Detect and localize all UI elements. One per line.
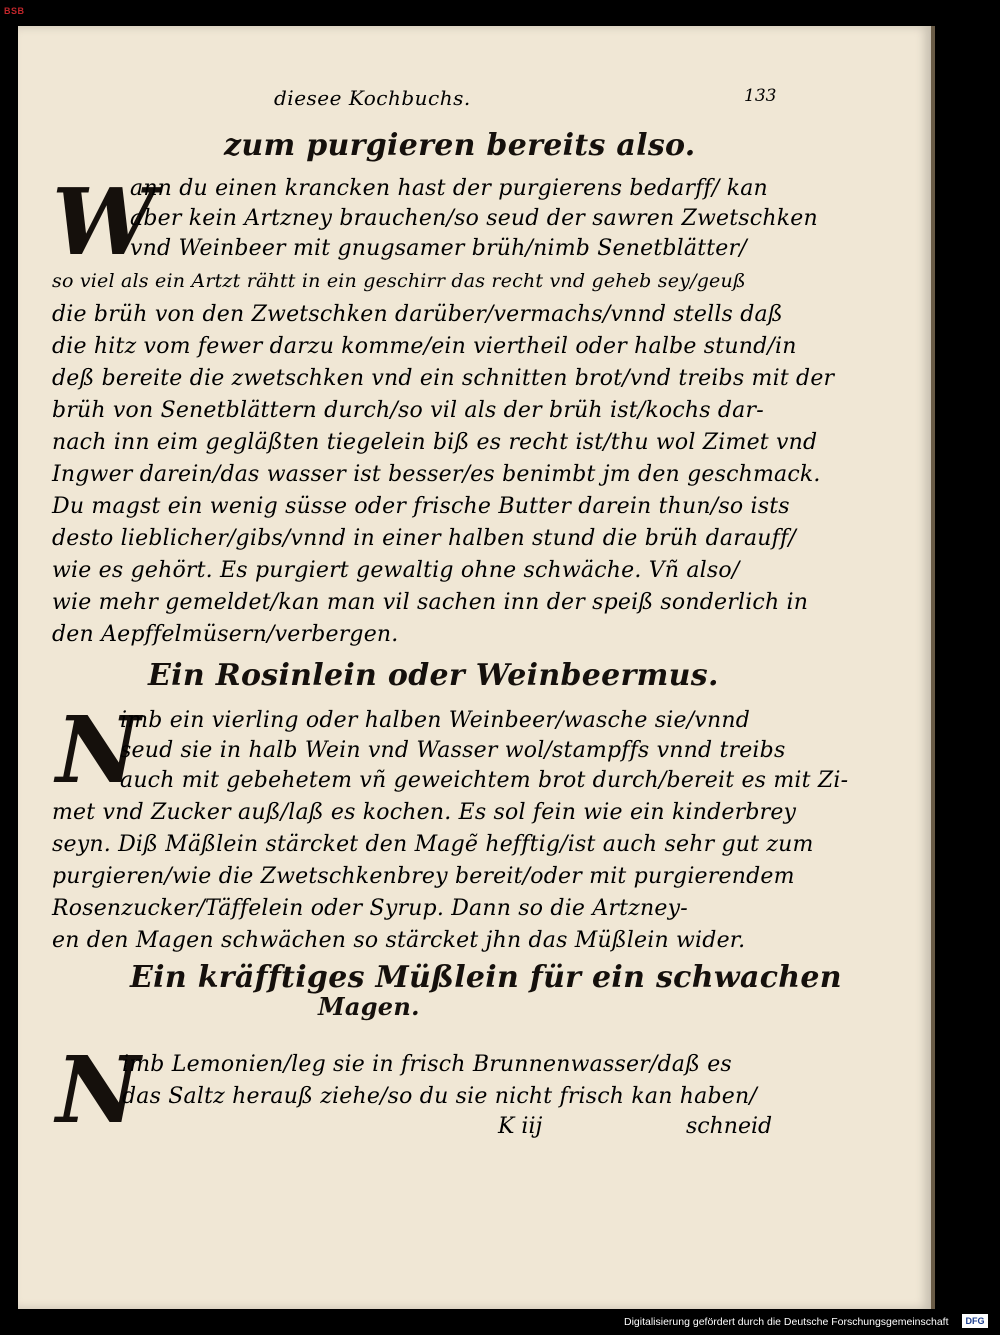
page-edge [931, 26, 935, 1309]
text-line: purgieren/wie die Zwetschkenbrey bereit/oder mit purgierendem [52, 864, 795, 889]
page-number: 133 [744, 86, 777, 106]
text-line: die brüh von den Zwetschken darüber/vermachs/vnnd stells daß [52, 302, 783, 327]
text-line: ann du einen krancken hast der purgierens bedarff/ kan [130, 176, 768, 201]
text-line: auch mit gebehetem vñ geweichtem brot durch/bereit es mit Zi- [120, 768, 849, 793]
text-line: die hitz vom fewer darzu komme/ein viertheil oder halbe stund/in [52, 334, 797, 359]
section-heading-continuation: Magen. [318, 992, 420, 1021]
text-line: nach inn eim gegläßten tiegelein biß es recht ist/thu wol Zimet vnd [52, 430, 818, 455]
drop-initial: N [56, 696, 141, 804]
text-line: Ingwer darein/das wasser ist besser/es benimbt jm den geschmack. [52, 462, 821, 487]
text-line: seyn. Diß Mäßlein stärcket den Magẽ hefftig/ist auch sehr gut zum [52, 832, 814, 857]
text-line: aber kein Artzney brauchen/so seud der sawren Zwetschken [130, 206, 818, 231]
section-heading: zum purgieren bereits also. [224, 128, 696, 163]
text-line: das Saltz herauß ziehe/so du sie nicht frisch kan haben/ [122, 1084, 757, 1109]
signature-mark: K iij [498, 1114, 543, 1139]
library-mark: BSB [4, 6, 25, 16]
funding-notice: Digitalisierung gefördert durch die Deutsche Forschungsgemeinschaft [624, 1316, 949, 1328]
running-head: diesee Kochbuchs. [274, 86, 471, 110]
text-line: wie mehr gemeldet/kan man vil sachen inn der speiß sonderlich in [52, 590, 809, 615]
text-line: desto lieblicher/gibs/vnnd in einer halben stund die brüh darauff/ [52, 526, 796, 551]
section-heading: Ein kräfftiges Müßlein für ein schwachen [130, 960, 842, 995]
text-line: den Aepffelmüsern/verbergen. [52, 622, 399, 647]
drop-initial: W [52, 168, 156, 276]
text-line: en den Magen schwächen so stärcket jhn das Müßlein wider. [52, 928, 746, 953]
text-line: Rosenzucker/Täffelein oder Syrup. Dann so die Artzney- [52, 896, 688, 921]
text-line: imb Lemonien/leg sie in frisch Brunnenwasser/daß es [122, 1052, 732, 1077]
text-line: deß bereite die zwetschken vnd ein schnitten brot/vnd treibs mit der [52, 366, 835, 391]
catchword: schneid [686, 1114, 773, 1139]
text-line: brüh von Senetblättern durch/so vil als der brüh ist/kochs dar- [52, 398, 764, 423]
section-heading: Ein Rosinlein oder Weinbeermus. [148, 658, 719, 693]
drop-initial: N [56, 1036, 141, 1144]
book-page [18, 26, 931, 1309]
text-line: imb ein vierling oder halben Weinbeer/wasche sie/vnnd [120, 708, 750, 733]
text-line: vnd Weinbeer mit gnugsamer brüh/nimb Senetblätter/ [130, 236, 747, 261]
text-line: met vnd Zucker auß/laß es kochen. Es sol fein wie ein kinderbrey [52, 800, 797, 825]
text-line: so viel als ein Artzt rähtt in ein geschirr das recht vnd geheb sey/geuß [52, 270, 746, 292]
text-line: wie es gehört. Es purgiert gewaltig ohne schwäche. Vñ also/ [52, 558, 740, 583]
dfg-logo: DFG [962, 1314, 988, 1328]
text-line: seud sie in halb Wein vnd Wasser wol/stampffs vnnd treibs [120, 738, 786, 763]
text-line: Du magst ein wenig süsse oder frische Butter darein thun/so ists [52, 494, 790, 519]
